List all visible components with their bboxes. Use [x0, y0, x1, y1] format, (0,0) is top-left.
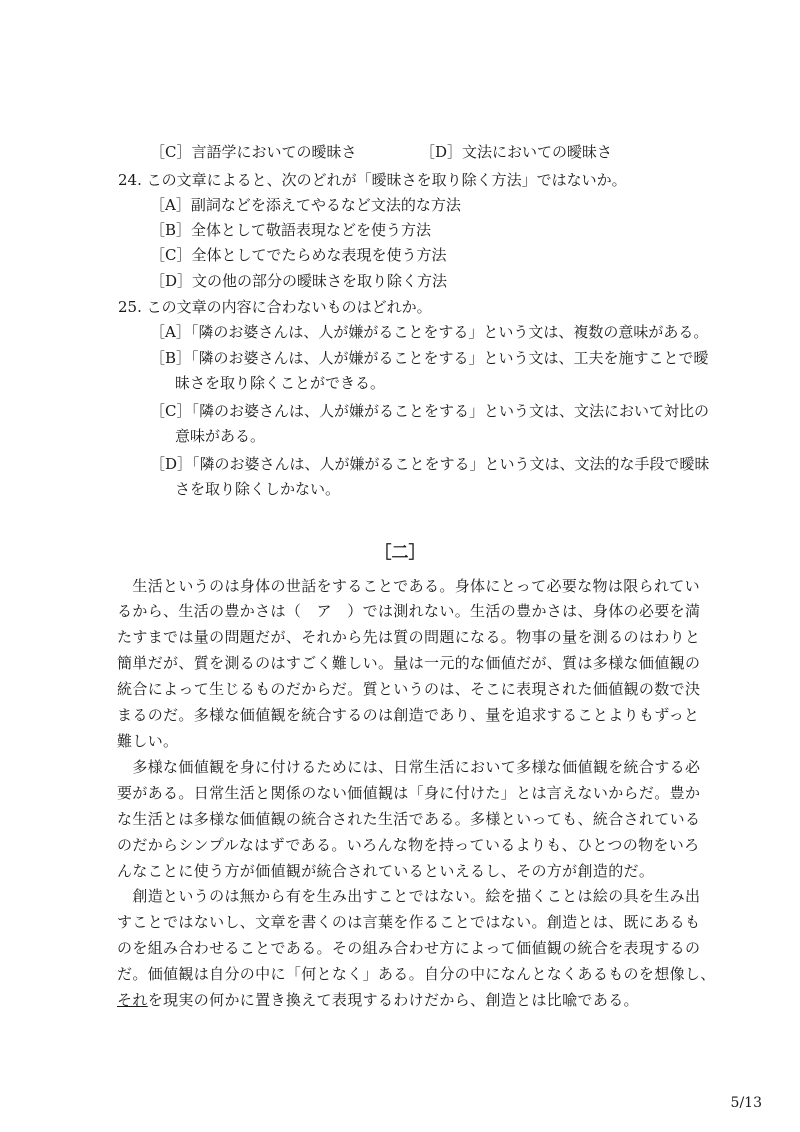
q24-option-d: ［D］文の他の部分の曖昧さを取り除く方法: [150, 272, 448, 290]
q25-option-a: ［A］「隣のお婆さんは、人が嫌がることをする」という文は、複数の意味がある。: [150, 323, 709, 341]
underlined-sore: それ: [117, 991, 148, 1009]
question-25-stem: 25. この文章の内容に合わないものはどれか。: [118, 298, 432, 316]
passage-last-line: [117, 990, 639, 1010]
question-24-stem: 24. この文章によると、次のどれが「曖昧さを取り除く方法」ではないか。: [118, 171, 627, 189]
q25-option-c: ［C］「隣のお婆さんは、人が嫌がることをする」という文は、文法において対比の: [150, 402, 709, 420]
passage-line: 難しい。: [117, 732, 179, 750]
q25-option-d: ［D］「隣のお婆さんは、人が嫌がることをする」という文は、文法的な手段で曖昧: [150, 455, 710, 473]
passage-line: のを組み合わせることである。その組み合わせ方によって価値観の統合を表現するの: [117, 939, 701, 957]
passage-line: 統合によって生じるものだからだ。質というのは、そこに表現された価値観の数で決: [117, 680, 701, 698]
passage-line: 要がある。日常生活と関係のない価値観は「身に付けた」とは言えないからだ。豊か: [117, 784, 701, 802]
passage-line: るから、生活の豊かさは（ ア ）では測れない。生活の豊かさは、身体の必要を満: [117, 602, 701, 620]
option-c-prev: ［C］言語学においての曖昧さ: [150, 143, 357, 161]
section-heading: ［二］: [374, 543, 426, 563]
q24-option-c: ［C］全体としてでたらめな表現を使う方法: [150, 246, 447, 264]
passage-line: のだからシンプルなはずである。いろんな物を持っているよりも、ひとつの物をいろ: [117, 836, 700, 854]
q24-option-a: ［A］副詞などを添えてやるなど文法的な方法: [150, 196, 461, 214]
passage-line: すことではないし、文章を書くのは言葉を作ることではない。創造とは、既にあるも: [117, 913, 701, 931]
passage-line: 生活というのは身体の世話をすることである。身体にとって必要な物は限られてい: [117, 577, 701, 595]
passage-line: んなことに使う方が価値観が統合されているといえるし、その方が創造的だ。: [117, 862, 655, 880]
option-d-prev: ［D］文法においての曖昧さ: [420, 143, 613, 161]
page-number: 5/13: [730, 1095, 762, 1111]
q24-option-b: ［B］全体として敬語表現などを使う方法: [150, 221, 432, 239]
passage-line: 簡単だが、質を測るのはすごく難しい。量は一元的な価値だが、質は多様な価値観の: [117, 654, 701, 672]
passage-line: な生活とは多様な価値観の統合された生活である。多様といっても、統合されている: [117, 810, 701, 828]
passage-last-line-rest: を現実の何かに置き換えて表現するわけだから、創造とは比喩である。: [147, 991, 639, 1009]
passage-line: だ。価値観は自分の中に「何となく」ある。自分の中になんとなくあるものを想像し、: [117, 965, 716, 983]
q25-option-c-cont: 意味がある。: [175, 427, 266, 445]
q25-option-d-cont: さを取り除くしかない。: [175, 480, 341, 498]
passage-line: まるのだ。多様な価値観を統合するのは創造であり、量を追求することよりもずっと: [117, 706, 700, 724]
q25-option-b-cont: 昧さを取り除くことができる。: [175, 374, 386, 392]
q25-option-b: ［B］「隣のお婆さんは、人が嫌がることをする」という文は、工夫を施すことで曖: [150, 349, 709, 367]
passage-line: 創造というのは無から有を生み出すことではない。絵を描くことは絵の具を生み出: [117, 887, 701, 905]
passage-line: 多様な価値観を身に付けるためには、日常生活において多様な価値観を統合する必: [117, 758, 701, 776]
passage-line: たすまでは量の問題だが、それから先は質の問題になる。物事の量を測るのはわりと: [117, 628, 701, 646]
